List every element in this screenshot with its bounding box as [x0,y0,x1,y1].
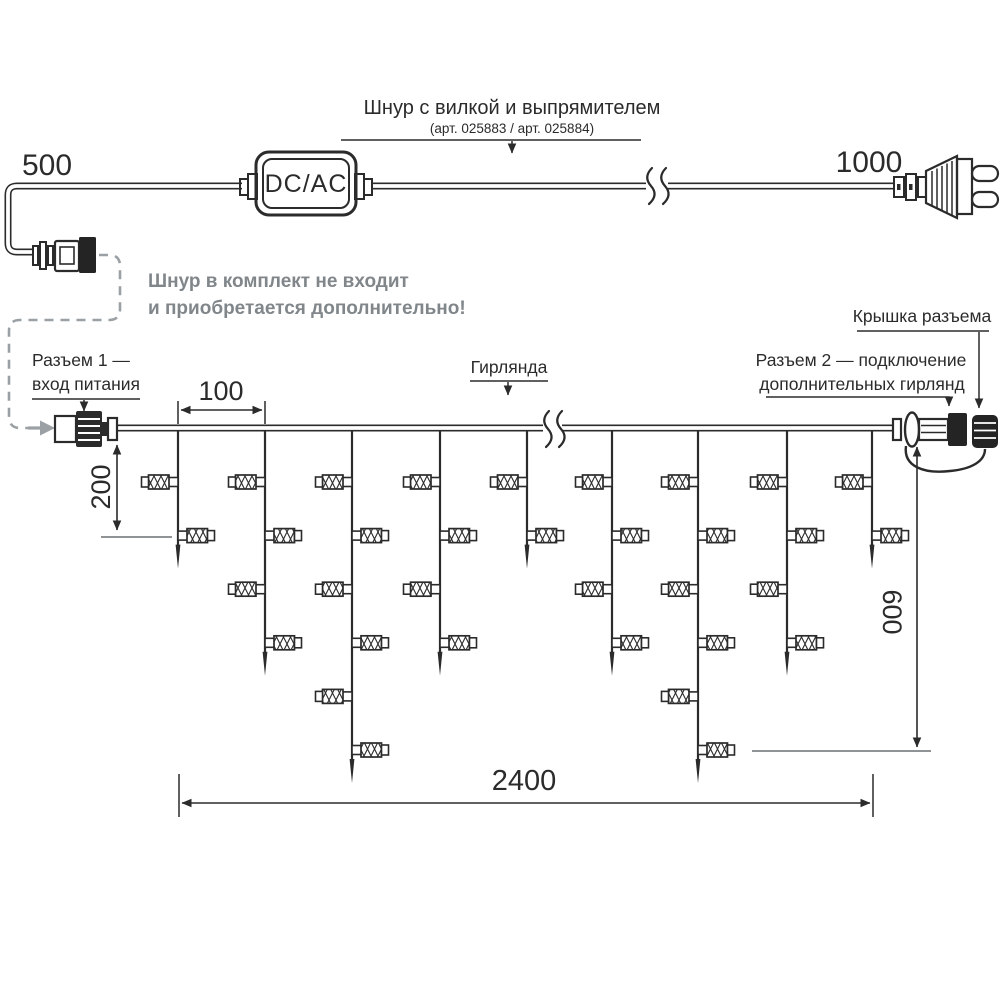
bulb-socket [352,638,362,647]
led-bulb [583,582,604,596]
bulb-cap [642,638,649,648]
bulb-cap [817,531,824,541]
bulb-socket [863,478,873,487]
bulb-cap [662,477,669,487]
icicle-drop-tip [870,545,875,569]
bulb-socket [689,478,699,487]
bulb-socket [787,638,797,647]
bulb-socket [265,531,275,540]
bulb-socket [440,638,450,647]
icicle-drop-tip [610,652,615,676]
led-bulb [707,529,728,543]
led-bulb [236,475,257,489]
led-bulb [621,529,642,543]
bulb-cap [751,584,758,594]
bulb-cap [382,638,389,648]
dimensions-group [86,376,931,817]
bulb-cap [662,584,669,594]
garland-label: Гирлянда [470,357,548,377]
led-bulb [449,636,470,650]
bulb-cap [817,638,824,648]
bulb-socket [518,478,528,487]
led-bulb [621,636,642,650]
led-bulb [881,529,902,543]
connector2-icon [893,413,985,472]
bulb-cap [295,531,302,541]
bulb-cap [404,584,411,594]
led-bulb [843,475,864,489]
break-mark-icon [647,168,668,204]
led-bulb [758,475,779,489]
bulb-socket [698,746,708,755]
icicle-drop-tip [263,652,268,676]
dcac-converter-box [240,152,372,215]
bulb-socket [527,531,537,540]
icicle-drop-tip [785,652,790,676]
connector-cap-icon [972,415,998,448]
dcac-label: DC/AC [264,170,348,198]
led-bulb [796,636,817,650]
bulb-cap [229,477,236,487]
led-bulb [361,529,382,543]
connector2-label-line2: дополнительных гирлянд [759,374,965,394]
led-bulb [323,582,344,596]
bulb-socket [689,585,699,594]
connector2-label-line1: Разъем 2 — подключение [755,350,967,370]
bulb-socket [603,478,613,487]
cord-right-length-label: 1000 [835,146,903,179]
led-bulb [449,529,470,543]
bulb-socket [698,531,708,540]
bulb-cap [382,531,389,541]
connector1-label-line2: вход питания [32,374,140,394]
gray-arrow-icon [40,421,55,436]
bulb-socket [178,531,188,540]
led-bulb [411,582,432,596]
bulb-cap [642,531,649,541]
led-bulb [361,636,382,650]
bulb-cap [470,638,477,648]
bulb-socket [343,478,353,487]
bulb-socket [612,531,622,540]
led-bulb [669,475,690,489]
led-bulb [583,475,604,489]
bulb-socket [352,746,362,755]
bulb-cap [902,531,909,541]
cord-left-length-label: 500 [22,149,73,182]
bulb-cap [470,531,477,541]
bulb-socket [778,585,788,594]
bulb-socket [431,585,441,594]
led-bulb [187,529,208,543]
bulb-cap [662,691,669,701]
icicle-drop-tip [525,545,530,569]
dim-600-label: 600 [877,589,907,635]
cord-connector-icon [33,237,96,273]
cap-label: Крышка разъема [852,306,992,326]
cord-wire-core [8,186,894,252]
note-text-line1: Шнур в комплект не входит [148,271,409,292]
bulb-socket [169,478,179,487]
bulb-cap [382,745,389,755]
led-bulb [236,582,257,596]
led-bulb [274,529,295,543]
bulb-cap [142,477,149,487]
bulb-cap [491,477,498,487]
bulb-cap [229,584,236,594]
bulb-socket [256,585,266,594]
icicle-drop-tip [350,759,355,783]
led-bulb [149,475,170,489]
led-bulb [274,636,295,650]
bulb-cap [316,691,323,701]
bulb-socket [265,638,275,647]
bulb-socket [431,478,441,487]
cord-subtitle: (арт. 025883 / арт. 025884) [429,121,595,136]
bulb-cap [316,477,323,487]
bulb-socket [787,531,797,540]
led-bulb [758,582,779,596]
icicle-drop-tip [438,652,443,676]
connector1-label-line1: Разъем 1 — [32,350,130,370]
led-bulb [536,529,557,543]
bulb-cap [836,477,843,487]
bulb-cap [295,638,302,648]
connector2-leader [766,397,949,406]
bulb-cap [576,584,583,594]
led-bulb [361,743,382,757]
led-bulb [707,636,728,650]
dashed-leader [9,255,120,436]
bulb-socket [343,692,353,701]
led-bulb [411,475,432,489]
led-bulb [796,529,817,543]
bulb-socket [352,531,362,540]
bulb-cap [316,584,323,594]
bulb-cap [728,745,735,755]
icicle-drop-tip [176,545,181,569]
garland-group [32,306,998,783]
bulb-socket [698,638,708,647]
bulb-socket [689,692,699,701]
bulb-socket [778,478,788,487]
icicle-drop-tip [696,759,701,783]
dim-2400-label: 2400 [491,765,557,797]
cord-wire [8,186,894,252]
connector1-icon [55,411,117,447]
drops-layer [142,431,909,783]
bulb-socket [612,638,622,647]
break-mark-icon [544,411,564,447]
bulb-cap [557,531,564,541]
led-bulb [707,743,728,757]
cord-title: Шнур с вилкой и выпрямителем [363,97,661,119]
dim-100-label: 100 [198,376,244,406]
led-bulb [323,475,344,489]
bulb-cap [728,531,735,541]
power-cord-group [8,97,998,319]
note-text-line2: и приобретается дополнительно! [148,298,466,319]
bulb-socket [440,531,450,540]
bulb-socket [872,531,882,540]
bulb-cap [751,477,758,487]
bulb-cap [404,477,411,487]
bulb-socket [603,585,613,594]
bulb-cap [208,531,215,541]
led-bulb [323,689,344,703]
bulb-socket [343,585,353,594]
dim-200-label: 200 [86,464,116,510]
bulb-cap [576,477,583,487]
bulb-cap [728,638,735,648]
led-bulb [498,475,519,489]
power-plug-icon [894,156,998,218]
bulb-socket [256,478,266,487]
led-bulb [669,582,690,596]
led-bulb [669,689,690,703]
